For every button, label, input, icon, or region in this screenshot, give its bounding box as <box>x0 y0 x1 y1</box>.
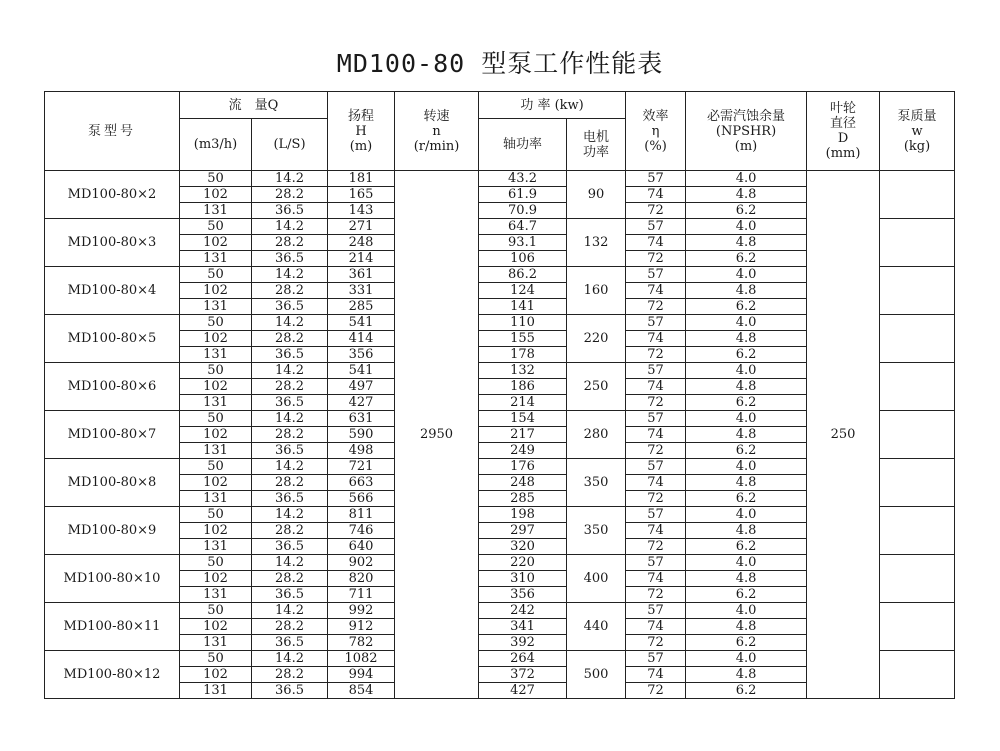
flow-ls-cell: 14.2 <box>252 267 328 283</box>
efficiency-cell: 74 <box>626 427 686 443</box>
table-header <box>45 92 955 171</box>
head-cell: 854 <box>328 683 395 699</box>
header-motor-power-label: 电机功率 <box>583 129 610 160</box>
head-cell: 165 <box>328 187 395 203</box>
npshr-cell: 4.0 <box>686 219 807 235</box>
flow-ls-cell: 14.2 <box>252 411 328 427</box>
efficiency-cell: 57 <box>626 171 686 187</box>
header-head-label: 扬程 <box>348 108 375 124</box>
header-npsh-label: 必需汽蚀余量(NPSHR) <box>707 108 786 139</box>
head-cell: 541 <box>328 315 395 331</box>
flow-m3h-cell: 50 <box>180 507 252 523</box>
flow-ls-cell: 14.2 <box>252 363 328 379</box>
shaft-power-cell: 132 <box>479 363 567 379</box>
efficiency-cell: 72 <box>626 491 686 507</box>
npshr-cell: 4.0 <box>686 651 807 667</box>
shaft-power-cell: 64.7 <box>479 219 567 235</box>
shaft-power-cell: 176 <box>479 459 567 475</box>
pump-mass-cell <box>880 315 955 363</box>
flow-ls-cell: 14.2 <box>252 603 328 619</box>
shaft-power-cell: 110 <box>479 315 567 331</box>
shaft-power-cell: 186 <box>479 379 567 395</box>
flow-m3h-cell: 50 <box>180 363 252 379</box>
pump-model-cell: MD100-80×9 <box>45 507 180 555</box>
efficiency-cell: 74 <box>626 331 686 347</box>
flow-m3h-cell: 131 <box>180 443 252 459</box>
flow-m3h-cell: 102 <box>180 283 252 299</box>
pump-model-cell: MD100-80×8 <box>45 459 180 507</box>
pump-mass-cell <box>880 459 955 507</box>
pump-mass-cell <box>880 171 955 219</box>
flow-ls-cell: 14.2 <box>252 315 328 331</box>
head-cell: 414 <box>328 331 395 347</box>
shaft-power-cell: 43.2 <box>479 171 567 187</box>
head-cell: 811 <box>328 507 395 523</box>
header-speed <box>395 92 479 171</box>
flow-ls-cell: 36.5 <box>252 587 328 603</box>
pump-mass-cell <box>880 507 955 555</box>
flow-ls-cell: 14.2 <box>252 651 328 667</box>
efficiency-cell: 74 <box>626 667 686 683</box>
motor-power-cell: 350 <box>567 459 626 507</box>
header-speed-label: 转速 <box>423 108 450 124</box>
shaft-power-cell: 242 <box>479 603 567 619</box>
header-head-symbol: H <box>355 123 367 139</box>
efficiency-cell: 72 <box>626 443 686 459</box>
flow-ls-cell: 28.2 <box>252 187 328 203</box>
shaft-power-cell: 285 <box>479 491 567 507</box>
npshr-cell: 4.8 <box>686 427 807 443</box>
shaft-power-cell: 341 <box>479 619 567 635</box>
pump-mass-cell <box>880 411 955 459</box>
header-mass-unit: (kg) <box>903 138 931 154</box>
head-cell: 721 <box>328 459 395 475</box>
efficiency-cell: 72 <box>626 683 686 699</box>
flow-ls-cell: 28.2 <box>252 379 328 395</box>
flow-ls-cell: 36.5 <box>252 491 328 507</box>
head-cell: 271 <box>328 219 395 235</box>
flow-ls-cell: 14.2 <box>252 459 328 475</box>
flow-ls-cell: 28.2 <box>252 331 328 347</box>
efficiency-cell: 74 <box>626 283 686 299</box>
npshr-cell: 4.0 <box>686 363 807 379</box>
head-cell: 746 <box>328 523 395 539</box>
efficiency-cell: 57 <box>626 507 686 523</box>
pump-model-cell: MD100-80×3 <box>45 219 180 267</box>
flow-ls-cell: 36.5 <box>252 395 328 411</box>
flow-ls-cell: 14.2 <box>252 555 328 571</box>
speed-cell: 2950 <box>395 171 479 699</box>
header-speed-symbol: n <box>432 123 441 139</box>
npshr-cell: 4.0 <box>686 507 807 523</box>
flow-ls-cell: 36.5 <box>252 443 328 459</box>
npshr-cell: 6.2 <box>686 491 807 507</box>
flow-ls-cell: 14.2 <box>252 219 328 235</box>
pump-mass-cell <box>880 603 955 651</box>
header-mass-label: 泵质量 <box>897 108 937 124</box>
pump-model-cell: MD100-80×7 <box>45 411 180 459</box>
flow-ls-cell: 28.2 <box>252 523 328 539</box>
motor-power-cell: 400 <box>567 555 626 603</box>
header-head-unit: (m) <box>349 138 373 154</box>
efficiency-cell: 57 <box>626 411 686 427</box>
impeller-cell: 250 <box>807 171 880 699</box>
efficiency-cell: 72 <box>626 539 686 555</box>
flow-m3h-cell: 50 <box>180 315 252 331</box>
efficiency-cell: 57 <box>626 459 686 475</box>
motor-power-cell: 160 <box>567 267 626 315</box>
head-cell: 1082 <box>328 651 395 667</box>
shaft-power-cell: 198 <box>479 507 567 523</box>
flow-m3h-cell: 50 <box>180 555 252 571</box>
flow-ls-cell: 36.5 <box>252 203 328 219</box>
flow-ls-cell: 36.5 <box>252 539 328 555</box>
efficiency-cell: 57 <box>626 651 686 667</box>
npshr-cell: 6.2 <box>686 539 807 555</box>
flow-m3h-cell: 131 <box>180 539 252 555</box>
header-efficiency <box>626 92 686 171</box>
flow-m3h-cell: 102 <box>180 427 252 443</box>
flow-m3h-cell: 102 <box>180 619 252 635</box>
flow-m3h-cell: 50 <box>180 219 252 235</box>
head-cell: 498 <box>328 443 395 459</box>
shaft-power-cell: 427 <box>479 683 567 699</box>
flow-m3h-cell: 131 <box>180 395 252 411</box>
header-power: 功 率 (kw) <box>479 92 626 119</box>
motor-power-cell: 250 <box>567 363 626 411</box>
head-cell: 912 <box>328 619 395 635</box>
head-cell: 590 <box>328 427 395 443</box>
pump-mass-cell <box>880 219 955 267</box>
flow-ls-cell: 28.2 <box>252 427 328 443</box>
head-cell: 566 <box>328 491 395 507</box>
header-mass <box>880 92 955 171</box>
efficiency-cell: 72 <box>626 299 686 315</box>
header-impeller-symbol: D <box>837 131 849 146</box>
head-cell: 285 <box>328 299 395 315</box>
flow-ls-cell: 28.2 <box>252 571 328 587</box>
npshr-cell: 4.0 <box>686 171 807 187</box>
header-impeller <box>807 92 880 171</box>
head-cell: 902 <box>328 555 395 571</box>
efficiency-cell: 74 <box>626 619 686 635</box>
pump-model-cell: MD100-80×2 <box>45 171 180 219</box>
npshr-cell: 6.2 <box>686 635 807 651</box>
table-body <box>45 171 955 699</box>
header-speed-unit: (r/min) <box>413 138 460 154</box>
flow-m3h-cell: 102 <box>180 379 252 395</box>
performance-table <box>44 91 955 699</box>
efficiency-cell: 74 <box>626 379 686 395</box>
motor-power-cell: 90 <box>567 171 626 219</box>
flow-m3h-cell: 131 <box>180 683 252 699</box>
efficiency-cell: 72 <box>626 347 686 363</box>
head-cell: 427 <box>328 395 395 411</box>
npshr-cell: 4.8 <box>686 235 807 251</box>
npshr-cell: 6.2 <box>686 299 807 315</box>
header-flow-ls: (L/S) <box>252 119 328 171</box>
npshr-cell: 4.8 <box>686 187 807 203</box>
flow-ls-cell: 14.2 <box>252 507 328 523</box>
npshr-cell: 4.8 <box>686 667 807 683</box>
efficiency-cell: 57 <box>626 603 686 619</box>
header-pump-model: 泵型号 <box>45 92 180 171</box>
header-mass-symbol: w <box>911 123 923 139</box>
efficiency-cell: 74 <box>626 187 686 203</box>
shaft-power-cell: 264 <box>479 651 567 667</box>
head-cell: 331 <box>328 283 395 299</box>
flow-m3h-cell: 131 <box>180 203 252 219</box>
flow-m3h-cell: 131 <box>180 299 252 315</box>
head-cell: 181 <box>328 171 395 187</box>
flow-ls-cell: 28.2 <box>252 667 328 683</box>
flow-ls-cell: 36.5 <box>252 347 328 363</box>
motor-power-cell: 500 <box>567 651 626 699</box>
efficiency-cell: 72 <box>626 251 686 267</box>
shaft-power-cell: 214 <box>479 395 567 411</box>
header-head <box>328 92 395 171</box>
head-cell: 640 <box>328 539 395 555</box>
flow-m3h-cell: 102 <box>180 475 252 491</box>
efficiency-cell: 72 <box>626 587 686 603</box>
efficiency-cell: 74 <box>626 571 686 587</box>
shaft-power-cell: 220 <box>479 555 567 571</box>
shaft-power-cell: 356 <box>479 587 567 603</box>
npshr-cell: 4.8 <box>686 283 807 299</box>
npshr-cell: 6.2 <box>686 203 807 219</box>
npshr-cell: 6.2 <box>686 395 807 411</box>
flow-m3h-cell: 50 <box>180 603 252 619</box>
flow-m3h-cell: 50 <box>180 267 252 283</box>
npshr-cell: 6.2 <box>686 683 807 699</box>
pump-model-cell: MD100-80×10 <box>45 555 180 603</box>
npshr-cell: 4.0 <box>686 603 807 619</box>
page-title: MD100-80 型泵工作性能表 <box>336 49 664 78</box>
motor-power-cell: 132 <box>567 219 626 267</box>
flow-ls-cell: 36.5 <box>252 299 328 315</box>
flow-m3h-cell: 50 <box>180 651 252 667</box>
shaft-power-cell: 248 <box>479 475 567 491</box>
shaft-power-cell: 93.1 <box>479 235 567 251</box>
efficiency-cell: 57 <box>626 315 686 331</box>
shaft-power-cell: 372 <box>479 667 567 683</box>
flow-ls-cell: 28.2 <box>252 235 328 251</box>
shaft-power-cell: 249 <box>479 443 567 459</box>
flow-ls-cell: 36.5 <box>252 683 328 699</box>
shaft-power-cell: 392 <box>479 635 567 651</box>
npshr-cell: 4.0 <box>686 411 807 427</box>
efficiency-cell: 74 <box>626 475 686 491</box>
shaft-power-cell: 320 <box>479 539 567 555</box>
flow-m3h-cell: 131 <box>180 491 252 507</box>
flow-m3h-cell: 131 <box>180 635 252 651</box>
pump-mass-cell <box>880 651 955 699</box>
head-cell: 663 <box>328 475 395 491</box>
shaft-power-cell: 106 <box>479 251 567 267</box>
pump-model-cell: MD100-80×5 <box>45 315 180 363</box>
motor-power-cell: 220 <box>567 315 626 363</box>
efficiency-cell: 57 <box>626 219 686 235</box>
flow-m3h-cell: 102 <box>180 235 252 251</box>
pump-model-cell: MD100-80×4 <box>45 267 180 315</box>
head-cell: 992 <box>328 603 395 619</box>
flow-m3h-cell: 102 <box>180 187 252 203</box>
head-cell: 361 <box>328 267 395 283</box>
shaft-power-cell: 217 <box>479 427 567 443</box>
npshr-cell: 6.2 <box>686 587 807 603</box>
head-cell: 782 <box>328 635 395 651</box>
npshr-cell: 6.2 <box>686 347 807 363</box>
pump-model-cell: MD100-80×6 <box>45 363 180 411</box>
flow-m3h-cell: 131 <box>180 251 252 267</box>
efficiency-cell: 72 <box>626 203 686 219</box>
npshr-cell: 4.8 <box>686 619 807 635</box>
header-impeller-label: 叶轮直径 <box>830 101 857 131</box>
efficiency-cell: 72 <box>626 395 686 411</box>
npshr-cell: 4.0 <box>686 459 807 475</box>
motor-power-cell: 280 <box>567 411 626 459</box>
flow-m3h-cell: 131 <box>180 587 252 603</box>
shaft-power-cell: 141 <box>479 299 567 315</box>
shaft-power-cell: 310 <box>479 571 567 587</box>
npshr-cell: 6.2 <box>686 443 807 459</box>
header-npsh-unit: (m) <box>734 138 758 154</box>
flow-ls-cell: 36.5 <box>252 635 328 651</box>
npshr-cell: 4.8 <box>686 523 807 539</box>
header-flow-m3h: (m3/h) <box>180 119 252 171</box>
header-motor-power <box>567 119 626 171</box>
head-cell: 541 <box>328 363 395 379</box>
shaft-power-cell: 124 <box>479 283 567 299</box>
header-eff-unit: (%) <box>644 138 667 154</box>
flow-m3h-cell: 131 <box>180 347 252 363</box>
npshr-cell: 4.8 <box>686 379 807 395</box>
efficiency-cell: 57 <box>626 267 686 283</box>
flow-m3h-cell: 102 <box>180 571 252 587</box>
head-cell: 820 <box>328 571 395 587</box>
head-cell: 214 <box>328 251 395 267</box>
flow-ls-cell: 28.2 <box>252 475 328 491</box>
head-cell: 631 <box>328 411 395 427</box>
flow-m3h-cell: 102 <box>180 523 252 539</box>
npshr-cell: 4.0 <box>686 555 807 571</box>
npshr-cell: 6.2 <box>686 251 807 267</box>
npshr-cell: 4.8 <box>686 475 807 491</box>
shaft-power-cell: 178 <box>479 347 567 363</box>
header-impeller-unit: (mm) <box>825 146 861 161</box>
head-cell: 248 <box>328 235 395 251</box>
flow-ls-cell: 28.2 <box>252 283 328 299</box>
pump-model-cell: MD100-80×12 <box>45 651 180 699</box>
npshr-cell: 4.0 <box>686 315 807 331</box>
pump-mass-cell <box>880 555 955 603</box>
shaft-power-cell: 297 <box>479 523 567 539</box>
header-flow: 流 量Q <box>180 92 328 119</box>
flow-m3h-cell: 50 <box>180 459 252 475</box>
head-cell: 356 <box>328 347 395 363</box>
pump-model-cell: MD100-80×11 <box>45 603 180 651</box>
efficiency-cell: 74 <box>626 523 686 539</box>
shaft-power-cell: 155 <box>479 331 567 347</box>
flow-ls-cell: 14.2 <box>252 171 328 187</box>
header-shaft-power: 轴功率 <box>479 119 567 171</box>
efficiency-cell: 74 <box>626 235 686 251</box>
shaft-power-cell: 70.9 <box>479 203 567 219</box>
npshr-cell: 4.0 <box>686 267 807 283</box>
shaft-power-cell: 86.2 <box>479 267 567 283</box>
motor-power-cell: 350 <box>567 507 626 555</box>
flow-ls-cell: 28.2 <box>252 619 328 635</box>
shaft-power-cell: 154 <box>479 411 567 427</box>
npshr-cell: 4.8 <box>686 331 807 347</box>
head-cell: 994 <box>328 667 395 683</box>
efficiency-cell: 57 <box>626 363 686 379</box>
flow-m3h-cell: 102 <box>180 331 252 347</box>
npshr-cell: 4.8 <box>686 571 807 587</box>
motor-power-cell: 440 <box>567 603 626 651</box>
shaft-power-cell: 61.9 <box>479 187 567 203</box>
flow-ls-cell: 36.5 <box>252 251 328 267</box>
flow-m3h-cell: 50 <box>180 411 252 427</box>
flow-m3h-cell: 50 <box>180 171 252 187</box>
head-cell: 711 <box>328 587 395 603</box>
pump-mass-cell <box>880 267 955 315</box>
header-npshr <box>686 92 807 171</box>
efficiency-cell: 72 <box>626 635 686 651</box>
efficiency-cell: 57 <box>626 555 686 571</box>
header-eff-label: 效率 <box>642 108 669 124</box>
head-cell: 143 <box>328 203 395 219</box>
flow-m3h-cell: 102 <box>180 667 252 683</box>
pump-mass-cell <box>880 363 955 411</box>
table-row <box>45 171 955 187</box>
head-cell: 497 <box>328 379 395 395</box>
header-eff-symbol: η <box>651 123 660 139</box>
